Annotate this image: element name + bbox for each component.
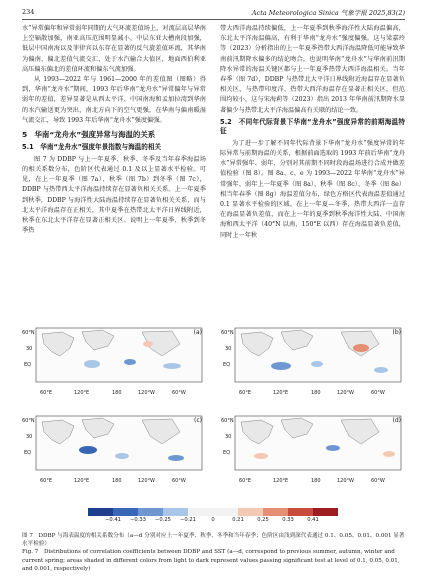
lat-tick: 60°N <box>22 418 35 424</box>
lon-tick: 120°W <box>138 390 155 396</box>
colorbar-segment <box>238 508 263 516</box>
caption-en: Fig. 7 Distributions of correlation coefficients between DDBP and SST (a—d, correspond to previous summer, autumn, winter and current spring; areas shaded in different colors from light to dark represent values passing significant test at level of 0.1, 0.05, 0.01, and 0.001, respectively) <box>22 549 400 572</box>
lon-tick: 60°W <box>371 478 385 484</box>
page-header <box>22 8 405 18</box>
lat-tick: 60°N <box>221 418 234 424</box>
figure-caption <box>22 532 405 573</box>
panel-label: (a) <box>193 329 202 336</box>
colorbar-segment <box>188 508 213 516</box>
lon-tick: 60°W <box>172 390 186 396</box>
paragraph: 为了进一步了解不同年代际背景下华南“龙舟水”强度异常的年际异常与前期海温的关系，根据前面选取的 1993 年前后华南“龙舟水”异常强年、弱年，分别对其前期不同时段海温场进行合成并做差值检验（图 8）。图 8a、c、e 为 1993—2022 年华南“龙舟水”异常强年、弱年上一年夏季（图 8a）、秋季（图 8c）、冬季（图 8e）相当年春季（图 8g）海温差值分布，绿色方格区代表海温差值通过 0.1 显著水平检验的区域。在上一年夏—冬季，热带大西洋一直存在海温显著负差值，而在上一年的夏季到秋季海洋性大陆、中国南海和西太平洋（40°N 以南，150°E 以西）存在海温显著负差值，同时上一年秋 <box>220 139 405 239</box>
figure-7 <box>22 324 405 512</box>
lat-tick: 30 <box>26 434 33 440</box>
lon-tick: 120°E <box>273 478 289 484</box>
colorbar-segment <box>163 508 188 516</box>
lon-tick: 120°E <box>74 390 90 396</box>
left-column <box>22 24 206 236</box>
journal-title: Acta Meteorologica Sinica 气象学报 2025,83(2) <box>251 9 405 17</box>
lat-tick: 60°N <box>221 330 234 336</box>
panel-label: (c) <box>194 417 202 424</box>
colorbar-segment <box>138 508 163 516</box>
page-number: 234 <box>22 8 35 16</box>
colorbar-ticks <box>88 517 338 525</box>
correlation-map <box>22 326 206 390</box>
right-column <box>220 24 405 241</box>
lon-tick: 120°W <box>337 390 354 396</box>
lon-tick: 60°E <box>239 390 252 396</box>
colorbar-segment <box>288 508 313 516</box>
lat-tick: 30 <box>225 434 232 440</box>
paragraph: 图 7 为 DDBP 与上一年夏季、秋季、冬季及当年春季海温场的相关系数分布，色阶区代表通过 0.1 及以上显著水平检验。可见，在上一年夏季（图 7a）、秋季（图 7b）到冬季（图 7c），DDBP 与热带西太平洋海温持续存在显著负相关关系。上一年夏季到秋季，DDBP 与海洋性大陆海温持续存在显著负相关关系，而与北太平洋海温存在正相关，其中夏季在热带北太平洋日界线附近，秋季在东北太平洋存在显著正相关区。说明上一年夏季、秋季到冬季热 <box>22 155 206 235</box>
colorbar-tick: 0 <box>211 517 215 523</box>
lon-tick: 60°E <box>239 478 252 484</box>
header-rule <box>22 19 405 20</box>
paragraph: 水”异常偏年和异常弱年同期的大气环流差值场上，对流层高层华南上空辐散加强，南亚高压范围明显减小，中层东亚大槽南段加强，低层中国南海以及菲律宾以东存在显著的反气旋差值环流，其华南为偏南、偏北差值气流交汇，处于水汽输合大值区，地面西伯利亚高压偏东偏北的差值环流和偏东气流加强。 <box>22 25 206 73</box>
colorbar-segment <box>88 508 113 516</box>
paragraph: 带大西洋海温持续偏低，上一年夏季到秋季海洋性大陆海温偏高，东北太平洋海温偏高，有利于华南“龙舟水”强度偏强。这与梁嘉玲等（2023）分析指出的上一年夏季热带大西洋海温降低可能导致华南前汛期降水偏多的结论吻合，也说明华南“龙舟水”与华南前汛期降水异常的海温关键区都与上一年夏季热带大西洋海温相关。当年春季（图 7d），DDBP 与热带北大平洋日界线附近海温存在显著负相关区，与热带印度洋、热带大西洋海温存在显著正相关区，但范围均较小，这与宋海莉等（2023）指出 2013 年华南前汛期降水显著偏少与热带北大平洋海温偏高有关联的结论一致。 <box>220 25 405 114</box>
lat-tick: 30 <box>225 346 232 352</box>
lon-tick: 180 <box>311 478 321 484</box>
colorbar-segment <box>313 508 338 516</box>
colorbar-segment <box>113 508 138 516</box>
lat-tick: EQ <box>223 362 231 368</box>
map-panel <box>221 414 405 478</box>
correlation-map <box>22 414 206 478</box>
lat-tick: EQ <box>223 450 231 456</box>
lat-tick: 60°N <box>22 330 35 336</box>
section-heading: 5 华南“龙舟水”强度异常与海温的关系 <box>22 130 156 140</box>
colorbar-tick: 0.25 <box>257 517 269 523</box>
lon-tick: 120°E <box>273 390 289 396</box>
correlation-map <box>221 326 405 390</box>
lat-tick: EQ <box>24 450 32 456</box>
lon-tick: 60°W <box>371 390 385 396</box>
colorbar-segment <box>213 508 238 516</box>
colorbar-tick: 0.41 <box>307 517 319 523</box>
correlation-map <box>221 414 405 478</box>
colorbar-tick: 0.21 <box>232 517 244 523</box>
panel-label: (d) <box>392 417 401 424</box>
paragraph: 从 1993—2022 年与 1961—2000 年的差值图（图略）得到，华南“龙舟水”期间，1993 年后华南“龙舟水”异常偏年与异常弱年的差值，差异显著是从西太平洋、中国南海和孟加拉湾到华南的水汽输送更为突出，南北方向下的空气更强，在华南与偏南暖湿气流交汇，导致 1993 年后华南“龙舟水”强度偏强。 <box>22 76 206 124</box>
lon-tick: 180 <box>112 390 122 396</box>
lon-tick: 120°E <box>74 478 90 484</box>
caption-cn: 图 7 DDBP 与海表温度的相关系数分布（a—d 分别对应上一年夏季、秋季、冬季和当年春季；色阶区由浅到深代表通过 0.1、0.05、0.01、0.001 显著水平检验） <box>22 533 405 548</box>
colorbar-tick: −0.21 <box>180 517 196 523</box>
map-panel <box>22 326 206 390</box>
colorbar-tick: −0.25 <box>155 517 171 523</box>
lon-tick: 180 <box>112 478 122 484</box>
subsection-heading: 5.2 不同年代际背景下华南“龙舟水”强度异常的前期海温特征 <box>220 117 405 136</box>
panel-label: (b) <box>392 329 401 336</box>
lon-tick: 120°W <box>138 478 155 484</box>
colorbar-tick: −0.41 <box>105 517 121 523</box>
lon-tick: 60°E <box>40 390 53 396</box>
colorbar-segment <box>263 508 288 516</box>
lon-tick: 60°E <box>40 478 53 484</box>
lon-tick: 60°W <box>172 478 186 484</box>
lat-tick: EQ <box>24 362 32 368</box>
map-panel <box>221 326 405 390</box>
lon-tick: 180 <box>311 390 321 396</box>
colorbar-tick: −0.33 <box>130 517 146 523</box>
lat-tick: 30 <box>26 346 33 352</box>
map-panel <box>22 414 206 478</box>
subsection-heading: 5.1 华南“龙舟水”强度年景指数与海温的相关 <box>22 143 162 152</box>
lon-tick: 120°W <box>337 478 354 484</box>
colorbar-tick: 0.33 <box>282 517 294 523</box>
colorbar <box>88 508 338 516</box>
